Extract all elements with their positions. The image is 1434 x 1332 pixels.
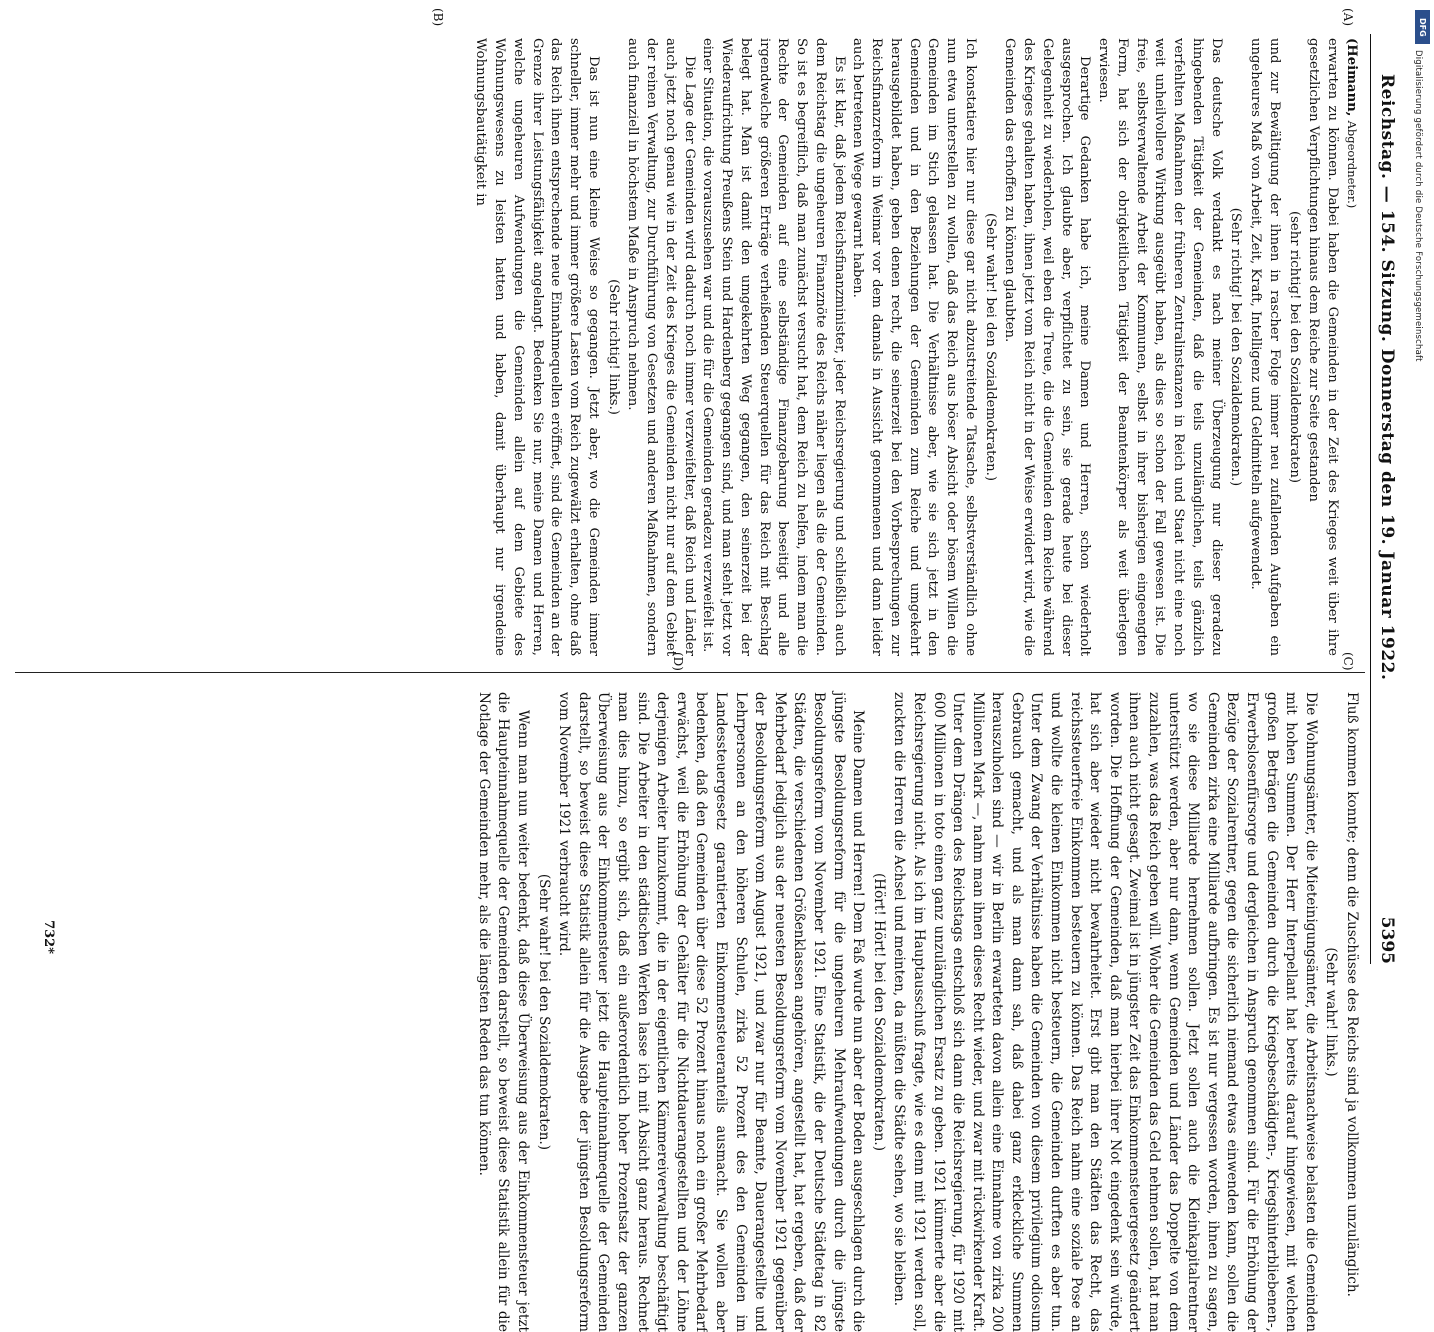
right-interjection-1: (Sehr wahr! links.) xyxy=(1323,947,1340,1077)
left-paragraph-8: Das ist nun eine kleine Weise so gegangen. Jetzt aber, wo die Gemeinden immer schneller, immer mehr und immer größere Lasten vom Reich zugewälzt erhalten, ohne daß das Reich ihnen entsprechende neue Einnahmequellen eröffnet, sind die Gemeinden an der Grenze ihrer Leistungsfähigkeit angelangt. Bedenken Sie nur, meine Damen und Herren, welche ungeheuren Aufwendungen die Gemeinden allein auf dem Gebiete des Wohnungswesens zu leisten hatten und haben, damit überhaupt nur irgendeine Wohnungsbautätigkeit in xyxy=(473,38,601,656)
left-paragraph-6: Es ist klar, daß jedem Reichsfinanzminister, jeder Reichsregierung und schließlich auch dem Reichstag die ungeheuren Finanznöte des Reichs näher liegen als die der Gemeinden. So ist es begreiflich, daß man zunächst versucht hat, dem Reich zu helfen, indem man die Rechte der Gemeinden auf eine selbständige Finanzgebarung beseitigt und alle irgendwelche größeren Erträge verheißenden Steuerquellen für das Reich mit Beschlag belegt hat. Man ist damit den umgekehrten Weg gegangen, den seinerzeit bei der Wiederaufrichtung Preußens Stein und Hardenberg gegangen sind, und man steht jetzt vor einer Situation, die vorauszusehen war und die für die Gemeinden geradezu verzweifelt ist. xyxy=(700,38,847,656)
header-title: Reichstag. — 154. Sitzung. Donnerstag den 19. Januar 1922. xyxy=(1377,74,1397,681)
margin-marker-a: (A) xyxy=(1341,8,1355,27)
dfg-badge: DFG xyxy=(1415,10,1430,44)
column-divider xyxy=(15,672,1365,673)
left-paragraph-4: Derartige Gedanken habe ich, meine Damen und Herren, schon wiederholt ausgesprochen. Ich glaubte aber, verpflichtet zu sein, sie gerade heute bei dieser Gelegenheit zu wiederholen, weil eben die Treue, die die Gemeinden dem Reiche während des Krieges gehalten haben, ihnen jetzt vom Reich nicht in der Weise erwidert wird, wie die Gemeinden das erhoffen zu können glaubten. xyxy=(1002,38,1093,656)
margin-marker-c: (C) xyxy=(1341,652,1355,671)
left-interjection-1: (sehr richtig! bei den Sozialdemokraten) xyxy=(1286,211,1302,483)
left-paragraph-3: Das deutsche Volk verdankt es nach meiner Überzeugung nur dieser geradezu hingebenden Tätigkeit der Gemeinden, daß die teils unzulänglichen, teils gänzlich verfehlten Maßnahmen der früheren Zentralinstanzen in Reich und Staat nicht eine noch weit unheilvollere Wirkung ausgeübt haben, als dies so schon der Fall gewesen ist. Die freie, selbstverwaltende Arbeit der Kommunen, selbst in ihrer bisherigen eingeengten Form, hat sich der obrigkeitlichen Tätigkeit der Beamtenkörper als weit überlegen erwiesen. xyxy=(1096,38,1224,656)
left-interjection-2: (Sehr richtig! bei den Sozialdemokraten.) xyxy=(1228,207,1244,487)
right-column xyxy=(473,692,1361,1332)
rotated-document-page xyxy=(5,4,1405,1332)
speaker-role: Abgeordneter.) xyxy=(1345,120,1359,209)
left-column xyxy=(471,38,1361,656)
margin-marker-d: (D) xyxy=(671,652,685,671)
right-paragraph-3: Meine Damen und Herren! Dem Faß wurde nun aber der Boden ausgeschlagen durch die jüngste Besoldungsreform für die ungeheuren Mehraufwendungen durch die jüngste Besoldungsreform vom November 1921. Eine Statistik, die der Deutsche Städtetag in 82 Städten, die verschiedenen Größenklassen angehören, angestellt hat, hat ergeben, daß der Mehrbedarf lediglich aus der neuesten Besoldungsreform vom November 1921 gegenüber der Besoldungsreform vom August 1921, und zwar nur für Beamte, Dauerangestellte und Lehrpersonen an den höheren Schulen, zirka 52 Prozent des den Gemeinden im Landessteuergesetz garantierten Einkommensteueranteils ausmacht. Sie wollen aber bedenken, daß den Gemeinden über diese 52 Prozent hinaus noch ein großer Mehrbedarf erwächst, weil die Erhöhung der Gehälter für die Nichtdauerangestellten und der Löhne derjenigen Arbeiter hinzukommt, die in der eigentlichen Kämmereiverwaltung beschäftigt sind. Die Arbeiter in den städtischen Werken lasse ich mit Absicht ganz heraus. Rechnet man dies hinzu, so ergibt sich, daß ein außerordentlich hoher Prozentsatz der ganzen Überweisung aus der Einkommensteuer jetzt die Haupteinnahmequelle der Gemeinden darstellt, so beweist diese Statistik allein für die Ausgabe der jüngsten Besoldungsreform vom November 1921 verbraucht wird. xyxy=(556,692,867,1332)
left-paragraph-2: und zur Bewältigung der ihnen in rascher Folge immer neu zufallenden Aufgaben ein ungeheures Maß von Arbeit, Zeit, Kraft, Intelligenz und Geldmitteln aufgewendet. xyxy=(1248,38,1282,656)
left-paragraph-1: erwarten zu können. Dabei haben die Gemeinden in der Zeit des Krieges weit über ihre gesetzlichen Verpflichtungen hinaus dem Reiche zur Seite gestanden xyxy=(1306,38,1341,656)
page-header xyxy=(1369,34,1405,964)
dfg-stamp-text: Digitalisierung gefördert durch die Deutsche Forschungsgemeinschaft xyxy=(1413,50,1423,362)
right-paragraph-4: Wenn man nun weiter bedenkt, daß diese Überweisung aus der Einkommensteuer jetzt die Haupteinnahmequelle der Gemeinden darstellt, so beweist diese Statistik allein für die Notlage der Gemeinden mehr, als die längsten Reden das tun können. xyxy=(475,692,532,1332)
header-rule xyxy=(1370,34,1371,964)
speaker-name: (Heimann, xyxy=(1344,38,1359,117)
left-interjection-3: (Sehr wahr! bei den Sozialdemokraten.) xyxy=(982,213,998,481)
right-paragraph-2: Die Wohnungsämter, die Mieteinigungsämter, die Arbeitsnachweise belasten die Gemeinden mit hohen Summen. Der Herr Interpellant hat bereits darauf hingewiesen, mit welchen großen Beträgen die Gemeinden durch die Kriegsbeschädigten-, Kriegshinterbliebenen-, Erwerbslosenfürsorge und dergleichen in Anspruch genommen sind. Für die Erhöhung der Bezüge der Sozialrentner, gegen die sicherlich niemand etwas einwenden kann, sollen die Gemeinden zirka eine Milliarde aufbringen. Es ist nur vergessen worden, ihnen zu sagen, wo sie diese Milliarde hernehmen sollen. Jetzt sollen auch die Kleinkapitalrentner unterstützt werden, aber nur dann, wenn Gemeinden und Länder das Doppelte von dem zuzahlen, was das Reich geben will. Woher die Gemeinden das Geld nehmen sollen, hat man ihnen auch nicht gesagt. Zweimal ist in jüngster Zeit das Einkommensteuergesetz geändert worden. Die Hoffnung der Gemeinden, daß man hierbei ihrer Not eingedenk sein würde, hat sich aber wieder nicht bewahrheitet. Erst gibt man den Städten das Recht, das reichssteuerfreie Einkommen besteuern zu können. Das Reich nahm eine soziale Pose an und wollte die kleinen Einkommen nicht besteuern, die Gemeinden durften es aber tun. Unter dem Zwang der Verhältnisse haben die Gemeinden von diesem privilegium odiosum Gebrauch gemacht, und als man dann sah, daß dabei ganz erkleckliche Summen herauszuholen sind — wir in Berlin erwarteten davon allein eine Einnahme von zirka 200 Millionen Mark —, nahm man ihnen dieses Recht wieder, und zwar mit rückwirkender Kraft. Unter dem Drängen des Reichstags entschloß sich dann die Reichsregierung, für 1920 mit 600 Millionen in toto einen ganz unzulänglichen Ersatz zu geben. 1921 kümmerte aber die Reichsregierung nicht. Als ich im Hauptausschuß fragte, wie es denn mit 1921 werden soll, zuckten die Herren die Achsel und meinten, da müßten die Städte sehen, wo sie bleiben. xyxy=(891,692,1319,1332)
left-paragraph-5: Ich konstatiere hier nur diese gar nicht abzustreitende Tatsache, selbstverständlich ohne nun etwa unterstellen zu wollen, daß das Reich aus böser Absicht oder bösem Willen die Gemeinden im Stich gelassen hat. Die Verhältnisse aber, wie sie sich jetzt in den Gemeinden und in den Beziehungen der Gemeinden zum Reiche und umgekehrt herausgebildet haben, geben denen recht, die seinerzeit bei den Vorbesprechungen zur Reichsfinanzreform in Weimar vor dem damals in Aussicht genommenen und dann leider auch betretenen Wege gewarnt haben. xyxy=(850,38,978,656)
left-interjection-4: (Sehr richtig! links.) xyxy=(605,279,621,415)
footnote-mark: 732* xyxy=(41,920,56,954)
digitization-stamp xyxy=(1413,6,1433,996)
right-paragraph-1: Fluß kommen konnte; denn die Zuschüsse des Reichs sind ja vollkommen unzulänglich. xyxy=(1344,692,1360,1297)
right-interjection-2: (Hört! Hört! bei den Sozialdemokraten.) xyxy=(870,872,887,1152)
page-number: 5395 xyxy=(1377,916,1397,964)
left-paragraph-7: Die Lage der Gemeinden wird dadurch noch immer verzweifelter, daß Reich und Länder auch jetzt noch genau wie in der Zeit des Krieges die Gemeinden nicht nur auf dem Gebiet der reinen Verwaltung, zur Durchführung von Gesetzen und anderen Maßnahmen, sondern auch finanziell in höchstem Maße in Anspruch nehmen. xyxy=(625,38,697,656)
margin-marker-b: (B) xyxy=(431,8,445,27)
speaker-line xyxy=(1341,38,1361,656)
right-interjection-3: (Sehr wahr! bei den Sozialdemokraten.) xyxy=(535,873,552,1151)
